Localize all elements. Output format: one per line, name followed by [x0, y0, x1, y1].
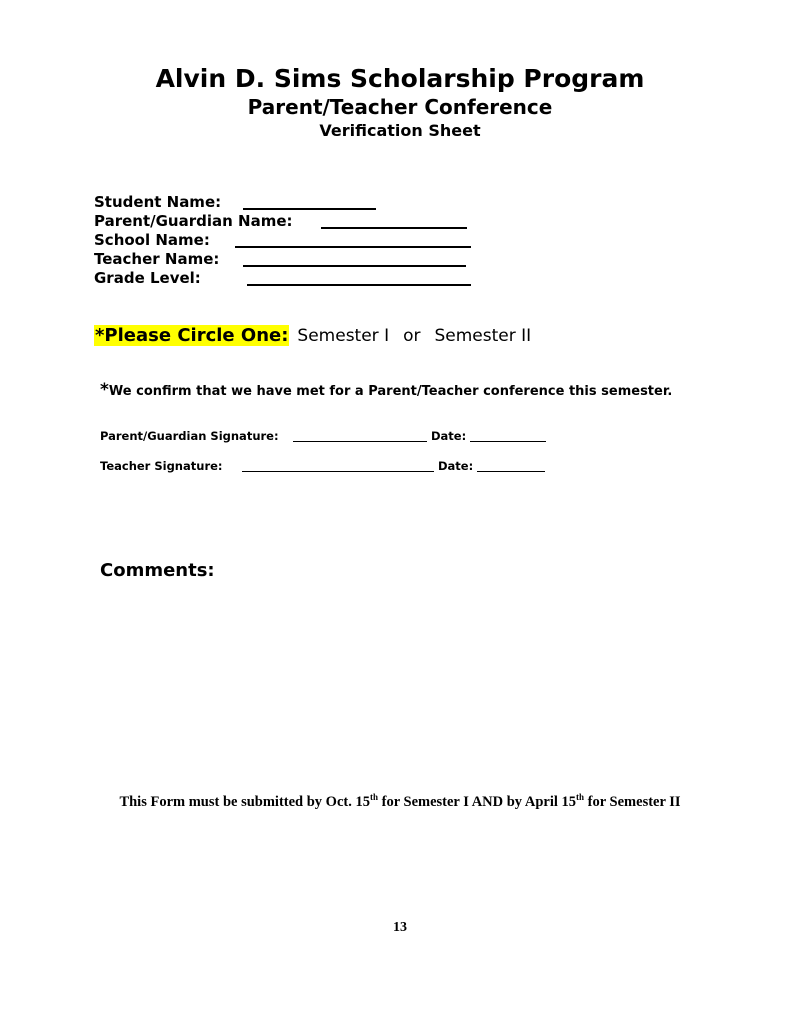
circle-one-label: *Please Circle One:: [95, 325, 289, 346]
deadline-part-1: This Form must be submitted by Oct. 15: [119, 793, 370, 810]
parent-date-field[interactable]: [470, 441, 546, 442]
page-subtitle: Parent/Teacher Conference: [247, 95, 553, 119]
semester-choice-row: [94, 325, 531, 346]
parent-guardian-name-label: Parent/Guardian Name:: [94, 212, 293, 230]
parent-guardian-name-field[interactable]: [321, 227, 467, 229]
submission-deadline-note: [0, 792, 800, 811]
semester-2-option[interactable]: Semester II: [434, 326, 532, 346]
deadline-sup-2: th: [576, 792, 585, 802]
parent-date-label: Date:: [431, 429, 467, 443]
teacher-signature-label: Teacher Signature:: [100, 459, 223, 473]
comments-label: Comments:: [100, 560, 215, 581]
page-subsubtitle: Verification Sheet: [319, 121, 481, 140]
school-name-field[interactable]: [235, 246, 471, 248]
teacher-name-label: Teacher Name:: [94, 250, 220, 268]
teacher-signature-field[interactable]: [242, 471, 434, 472]
parent-signature-label: Parent/Guardian Signature:: [100, 429, 279, 443]
semester-1-option[interactable]: Semester I: [297, 326, 390, 346]
parent-signature-field[interactable]: [293, 441, 427, 442]
teacher-date-field[interactable]: [477, 471, 545, 472]
student-name-label: Student Name:: [94, 193, 222, 211]
deadline-sup-1: th: [369, 792, 378, 802]
confirmation-statement: [100, 380, 672, 400]
teacher-date-label: Date:: [438, 459, 474, 473]
grade-level-field[interactable]: [247, 284, 471, 286]
grade-level-label: Grade Level:: [94, 269, 201, 287]
school-name-label: School Name:: [94, 231, 210, 249]
comments-area[interactable]: [100, 595, 700, 765]
page-title: Alvin D. Sims Scholarship Program: [155, 64, 645, 93]
student-name-field[interactable]: [243, 208, 376, 210]
teacher-name-field[interactable]: [243, 265, 466, 267]
deadline-part-3: for Semester II: [584, 793, 681, 810]
page-number: 13: [393, 920, 407, 935]
asterisk: *: [100, 380, 109, 400]
deadline-part-2: for Semester I AND by April 15: [378, 793, 577, 810]
confirmation-text: We confirm that we have met for a Parent/Teacher conference this semester.: [108, 384, 673, 399]
or-text: or: [403, 326, 421, 346]
